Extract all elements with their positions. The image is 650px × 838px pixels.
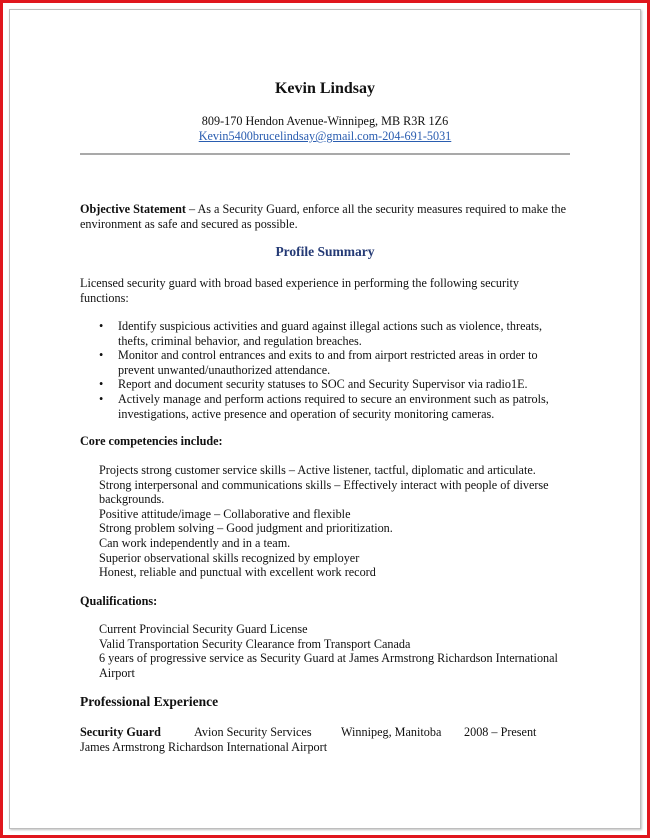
list-item: Strong interpersonal and communications skills – Effectively interact with people of diverse backgrounds.: [99, 477, 549, 507]
resume-name: Kevin Lindsay: [274, 80, 376, 97]
list-item: Can work independently and in a team.: [99, 535, 291, 550]
bullet-icon: •: [99, 391, 104, 406]
list-item: Current Provincial Security Guard License: [99, 622, 308, 636]
profile-summary-title: Profile Summary: [275, 244, 375, 259]
qualifications-list: [99, 622, 569, 680]
job-company: Avion Security Services: [194, 725, 312, 739]
bullet-icon: •: [99, 319, 104, 333]
header-divider: [80, 153, 570, 155]
list-item: • Identify suspicious activities and guard against illegal actions such as violence, threats, thefts, criminal behavior, and regulation breaches.: [99, 319, 543, 348]
job-title: Security Guard: [80, 725, 161, 739]
list-item: Positive attitude/image – Collaborative and flexible: [99, 506, 351, 521]
bullet-icon: •: [99, 348, 104, 363]
list-item: Honest, reliable and punctual with excellent work record: [99, 565, 376, 580]
list-item: 6 years of progressive service as Security Guard at James Armstrong Richardson International Airport: [99, 651, 558, 680]
list-item: • Report and document security statuses to SOC and Security Supervisor via radio1E.: [99, 377, 528, 392]
list-item: Projects strong customer service skills – Active listener, tactful, diplomatic and articulate.: [99, 463, 536, 477]
job-dates: 2008 – Present: [464, 725, 537, 739]
core-competencies-heading: Core competencies include:: [80, 434, 223, 448]
list-item: Strong problem solving – Good judgment and prioritization.: [99, 521, 393, 536]
objective-label: Objective Statement: [80, 202, 186, 216]
core-competencies-list: [99, 463, 569, 580]
objective-text: – As a Security Guard, enforce all the security measures required to make the environment as safe and secured as possible.: [80, 202, 566, 231]
objective-statement: [80, 202, 570, 231]
job-location: Winnipeg, Manitoba: [341, 725, 442, 739]
job-site: James Armstrong Richardson International Airport: [80, 740, 328, 754]
profile-intro: Licensed security guard with broad based experience in performing the following security functions:: [80, 276, 519, 305]
qualifications-heading: Qualifications:: [80, 594, 158, 608]
list-item: • Monitor and control entrances and exits to and from airport restricted areas in order to prevent unwanted/unauthorized attendance.: [99, 348, 538, 377]
bullet-icon: •: [99, 377, 104, 392]
list-item: Valid Transportation Security Clearance from Transport Canada: [99, 636, 411, 651]
profile-bullet-list: [80, 319, 570, 421]
list-item: Superior observational skills recognized by employer: [99, 550, 360, 565]
resume-contact-link[interactable]: Kevin5400brucelindsay@gmail.com-204-691-5031: [198, 129, 452, 143]
list-item: • Actively manage and perform actions required to secure an environment such as patrols, investigations, active presence and operation of security monitoring cameras.: [99, 391, 549, 421]
resume-address: 809-170 Hendon Avenue-Winnipeg, MB R3R 1Z6: [201, 114, 449, 128]
professional-experience-heading: Professional Experience: [80, 694, 219, 709]
